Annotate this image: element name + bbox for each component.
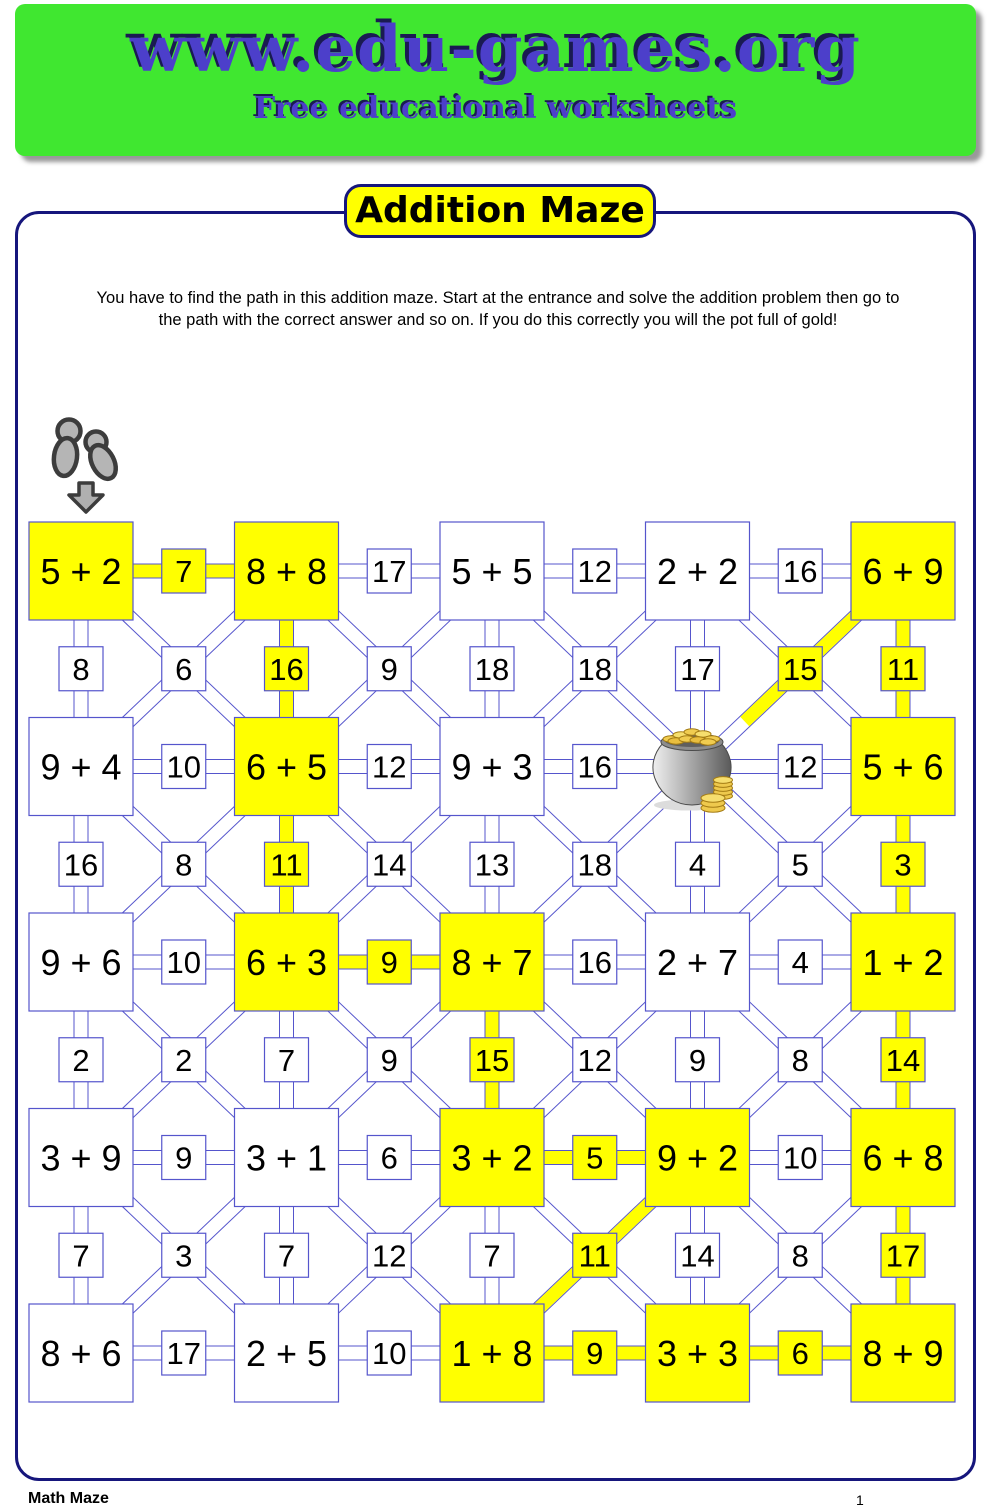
maze-problem-label: 6 + 9 (862, 550, 944, 592)
maze-answer-label: 7 (72, 1238, 90, 1274)
footer-page-number: 1 (856, 1492, 864, 1508)
maze-answer-label: 14 (680, 1238, 715, 1274)
maze-answer-label: 12 (577, 554, 612, 590)
maze-answer-label: 17 (680, 651, 715, 687)
maze-answer-label: 9 (688, 1042, 707, 1078)
site-title: www.edu-games.org (130, 12, 861, 87)
maze-answer-label: 16 (577, 945, 612, 981)
maze-problem-label: 8 + 9 (862, 1332, 944, 1374)
maze-answer-label: 9 (380, 1042, 398, 1078)
maze-answer-label: 5 (791, 847, 809, 883)
maze-answer-label: 16 (577, 749, 612, 785)
maze-answer-label: 10 (166, 749, 201, 785)
footprints-icon (52, 420, 121, 484)
maze-answer-label: 16 (63, 847, 99, 883)
maze-problem-label: 5 + 6 (862, 746, 944, 788)
maze-answer-label: 17 (166, 1336, 201, 1372)
maze-answer-label: 8 (72, 651, 90, 687)
maze-answer-label: 17 (372, 554, 407, 590)
maze-problem-label: 5 + 2 (40, 550, 122, 592)
maze-answer-label: 10 (372, 1336, 407, 1372)
maze-problem-label: 9 + 3 (451, 746, 533, 788)
maze-problem-label: 6 + 5 (245, 746, 328, 788)
maze-answer-label: 5 (586, 1140, 604, 1176)
maze-answer-label: 9 (175, 1140, 193, 1176)
maze-answer-label: 2 (72, 1042, 90, 1078)
maze-problem-label: 9 + 2 (656, 1137, 739, 1179)
maze-answer-label: 15 (783, 651, 818, 687)
maze-answer-label: 15 (474, 1042, 510, 1078)
site-subtitle: Free educational worksheets (253, 91, 738, 126)
maze-answer-label: 18 (577, 847, 612, 883)
maze-answer-label: 7 (175, 554, 193, 590)
maze-answer-label: 10 (783, 1140, 818, 1176)
down-arrow-icon (69, 483, 103, 512)
footer-title: Math Maze (28, 1490, 109, 1507)
maze-answer-label: 18 (577, 651, 612, 687)
maze-problem-label: 6 + 3 (245, 941, 328, 983)
maze-answer-label: 8 (791, 1042, 809, 1078)
maze-answer-label: 12 (783, 749, 818, 785)
maze-answer-label: 4 (688, 847, 707, 883)
instructions-line2: the path with the correct answer and so on. If you do this correctly you will the pot full of gold! (158, 310, 838, 329)
maze-problem-label: 6 + 8 (862, 1137, 944, 1179)
maze-answer-label: 6 (175, 651, 193, 687)
maze-answer-label: 9 (380, 651, 398, 687)
maze-answer-label: 10 (166, 945, 201, 981)
maze-problem-label: 2 + 5 (245, 1332, 328, 1374)
maze-answer-label: 6 (380, 1140, 398, 1176)
maze-problem-label: 2 + 7 (656, 941, 739, 983)
maze-problem-label: 1 + 8 (451, 1332, 533, 1374)
maze-answer-label: 14 (372, 847, 407, 883)
maze-answer-label: 11 (578, 1238, 611, 1274)
maze-answer-label: 13 (474, 847, 510, 883)
maze-problem-label: 8 + 8 (245, 550, 328, 592)
maze-answer-label: 11 (270, 847, 303, 883)
maze-problem-label: 3 + 2 (451, 1137, 533, 1179)
maze-problem-label: 3 + 3 (656, 1332, 739, 1374)
maze-problem-label: 9 + 4 (40, 746, 122, 788)
maze-problem-label: 1 + 2 (862, 941, 944, 983)
maze-answer-label: 3 (894, 847, 912, 883)
maze-answer-label: 9 (586, 1336, 604, 1372)
maze-answer-label: 7 (277, 1238, 296, 1274)
maze-answer-label: 2 (175, 1042, 193, 1078)
maze-answer-label: 9 (380, 945, 398, 981)
maze-problem-label: 5 + 5 (451, 550, 533, 592)
maze-answer-label: 3 (175, 1238, 193, 1274)
maze-answer-label: 16 (269, 651, 304, 687)
maze-answer-label: 7 (277, 1042, 296, 1078)
instructions-line1: You have to find the path in this addition maze. Start at the entrance and solve the addition problem then go to (96, 289, 900, 307)
maze-answer-label: 8 (791, 1238, 809, 1274)
maze-answer-label: 6 (791, 1336, 809, 1372)
maze-answer-label: 12 (372, 1238, 407, 1274)
maze-answer-label: 8 (175, 847, 193, 883)
maze-problem-label: 3 + 1 (245, 1137, 328, 1179)
maze-problem-label: 8 + 7 (451, 941, 533, 983)
maze-answer-label: 12 (372, 749, 407, 785)
maze-answer-label: 11 (886, 651, 920, 687)
maze-answer-label: 17 (885, 1238, 921, 1274)
maze-answer-label: 7 (483, 1238, 501, 1274)
page-title: Addition Maze (344, 184, 656, 238)
maze-answer-label: 14 (885, 1042, 921, 1078)
maze-answer-label: 18 (474, 651, 510, 687)
maze-problem-label: 8 + 6 (40, 1332, 122, 1374)
maze-answer-label: 16 (783, 554, 818, 590)
maze-answer-label: 4 (791, 945, 809, 981)
maze-problem-label: 9 + 6 (40, 941, 122, 983)
maze-problem-label: 3 + 9 (40, 1137, 122, 1179)
maze-problem-label: 2 + 2 (656, 550, 739, 592)
maze-answer-label: 12 (577, 1042, 612, 1078)
